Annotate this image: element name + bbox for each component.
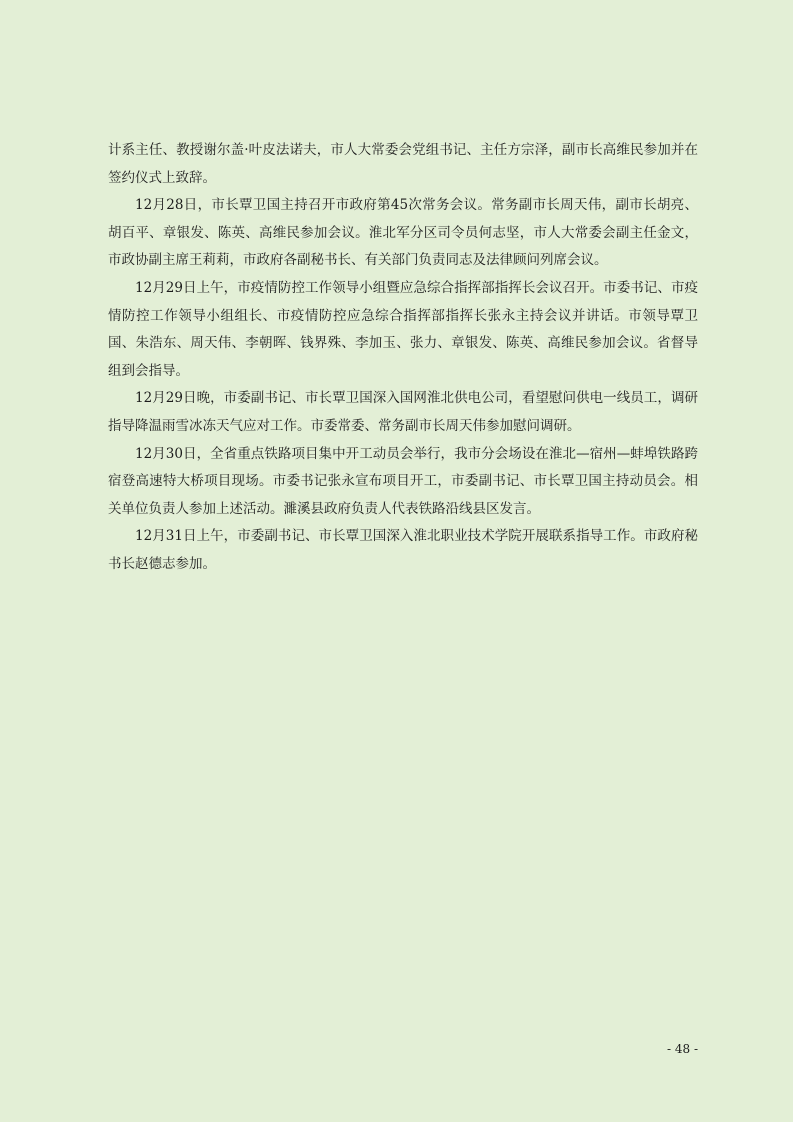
- paragraph-dec29-epidemic-meeting: 12月29日上午，市疫情防控工作领导小组暨应急综合指挥部指挥长会议召开。市委书记、市疫情防控工作领导小组组长、市疫情防控应急综合指挥部指挥长张永主持会议并讲话。市领导覃卫国、朱浩东、周天伟、李朝晖、钱界殊、李加玉、张力、章银发、陈英、高维民参加会议。省督导组到会指导。: [108, 279, 698, 379]
- paragraph-dec29-power-visit: 12月29日晚，市委副书记、市长覃卫国深入国网淮北供电公司，看望慰问供电一线员工，调研指导降温雨雪冰冻天气应对工作。市委常委、常务副市长周天伟参加慰问调研。: [108, 390, 698, 434]
- paragraph-dec28-executive-meeting: 12月28日，市长覃卫国主持召开市政府第45次常务会议。常务副市长周天伟，副市长胡亮、胡百平、章银发、陈英、高维民参加会议。淮北军分区司令员何志坚，市人大常委会副主任金文，市政协副主席王莉莉，市政府各副秘书长、有关部门负责同志及法律顾问列席会议。: [108, 197, 698, 269]
- paragraph-dec30-railway-launch: 12月30日，全省重点铁路项目集中开工动员会举行，我市分会场设在淮北—宿州—蚌埠铁路跨宿登高速特大桥项目现场。市委书记张永宣布项目开工，市委副书记、市长覃卫国主持动员会。相关单位负责人参加上述活动。濉溪县政府负责人代表铁路沿线县区发言。: [108, 445, 698, 517]
- paragraph-signing-ceremony: 计系主任、教授谢尔盖·叶皮法诺夫，市人大常委会党组书记、主任方宗泽，副市长高维民参加并在签约仪式上致辞。: [108, 142, 698, 186]
- page-body: [108, 137, 698, 579]
- paragraph-dec31-college-visit: 12月31日上午，市委副书记、市长覃卫国深入淮北职业技术学院开展联系指导工作。市政府秘书长赵德志参加。: [108, 528, 698, 572]
- page-number: - 48 -: [667, 1042, 699, 1056]
